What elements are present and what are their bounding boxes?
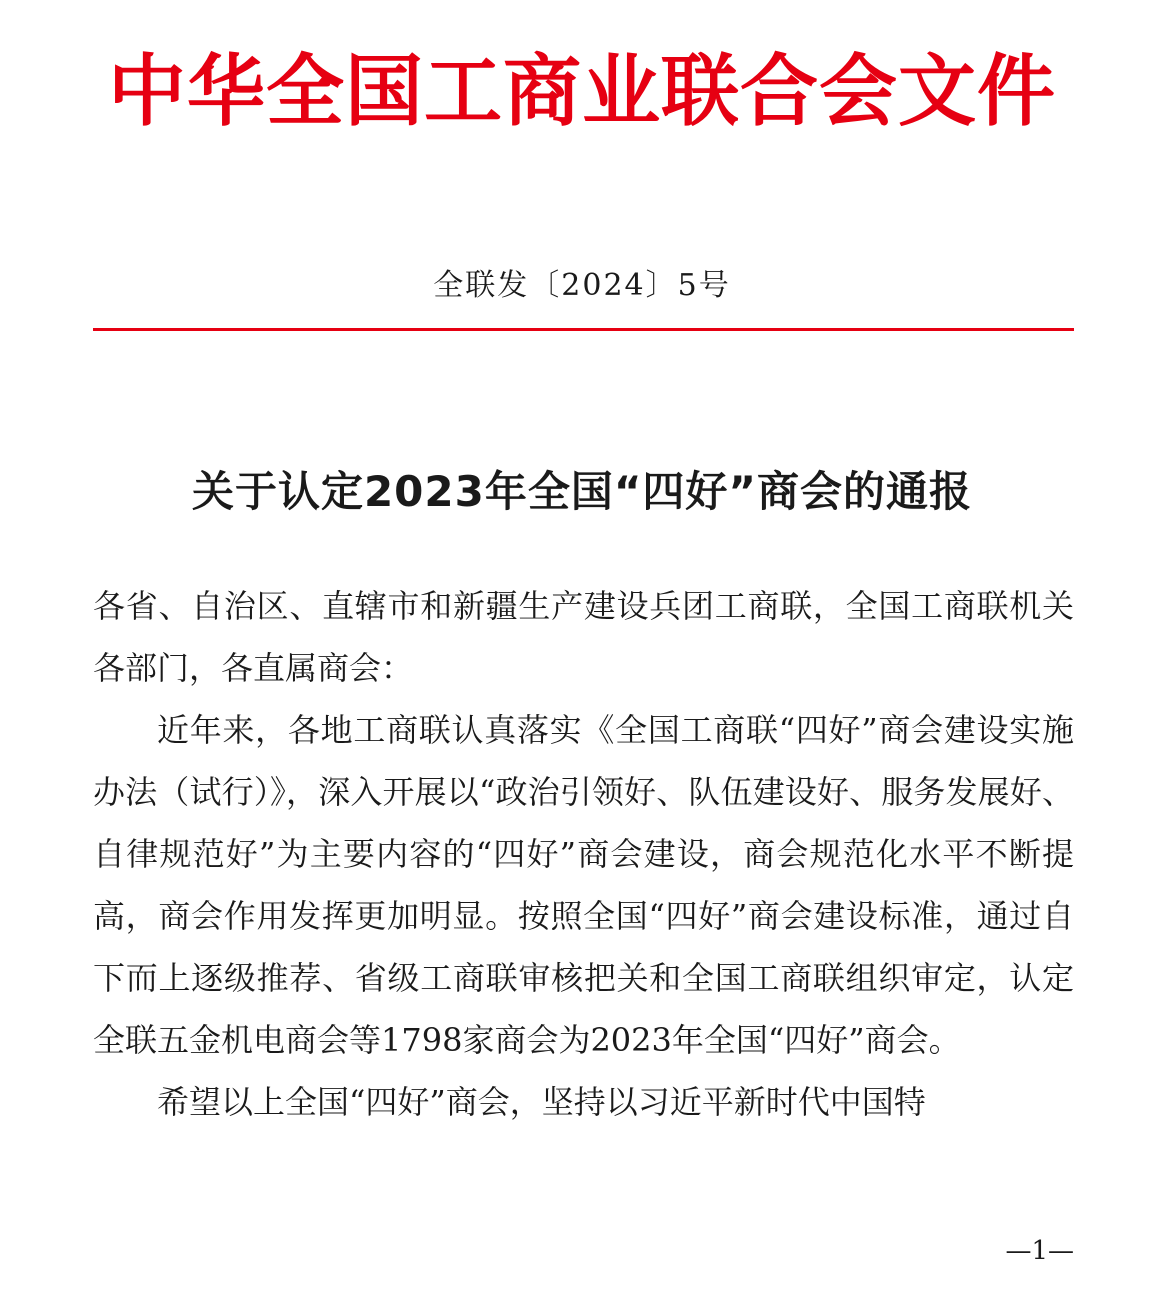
document-title: 关于认定2023年全国“四好”商会的通报 bbox=[191, 467, 973, 516]
issuer-masthead: 中华全国工商业联合会文件 bbox=[107, 47, 1056, 137]
salutation: 各省、自治区、直辖市和新疆生产建设兵团工商联，全国工商联机关各部门，各直属商会： bbox=[93, 587, 1074, 687]
document-body bbox=[93, 575, 1074, 1133]
body-paragraph: 近年来，各地工商联认真落实《全国工商联“四好”商会建设实施办法（试行）》，深入开展以“政治引领好、队伍建设好、服务发展好、自律规范好”为主要内容的“四好”商会建设，商会规范化水平不断提高，商会作用发挥更加明显。按照全国“四好”商会建设标准，通过自下而上逐级推荐、省级工商联审核把关和全国工商联组织审定，认定全联五金机电商会等1798家商会为2023年全国“四好”商会。 bbox=[93, 711, 1074, 1059]
body-paragraph: 希望以上全国“四好”商会，坚持以习近平新时代中国特 bbox=[157, 1083, 926, 1121]
page-number: —1— bbox=[1005, 1236, 1074, 1266]
red-divider-line bbox=[93, 328, 1074, 331]
document-number: 全联发〔2024〕5号 bbox=[433, 268, 731, 303]
